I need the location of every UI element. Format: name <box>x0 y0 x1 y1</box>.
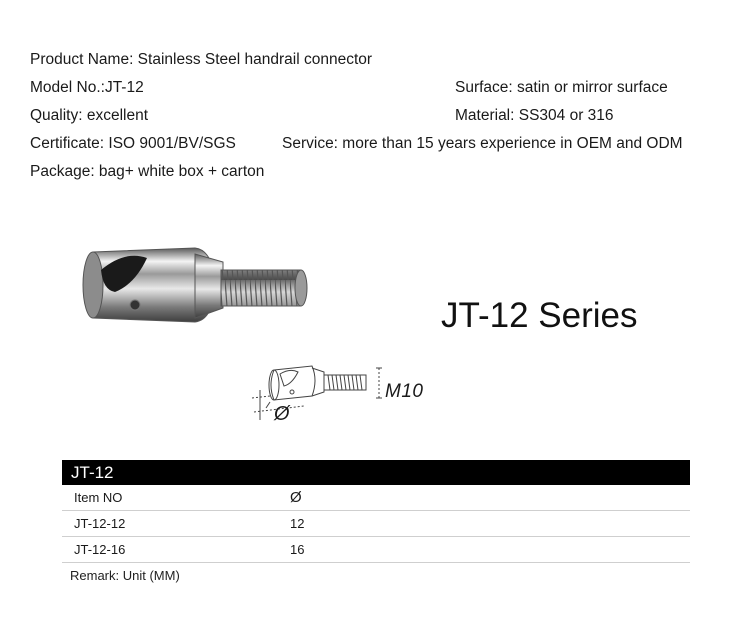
diameter-label: Ø <box>274 403 290 425</box>
thread-size-label: M10 <box>385 381 424 402</box>
table-row <box>62 537 690 563</box>
column-header-diameter: Ø <box>290 489 302 506</box>
package-text: Package: bag+ white box + carton <box>30 163 265 180</box>
diameter-cell: 16 <box>290 542 305 557</box>
item-no-cell: JT-12-16 <box>74 542 126 557</box>
surface-text: Surface: satin or mirror surface <box>455 79 668 96</box>
table-header-row <box>62 485 690 511</box>
item-no-cell: JT-12-12 <box>74 516 126 531</box>
diameter-cell: 12 <box>290 516 305 531</box>
quality-text: Quality: excellent <box>30 107 149 124</box>
product-name-text: Product Name: Stainless Steel handrail connector <box>30 51 373 68</box>
certificate-text: Certificate: ISO 9001/BV/SGS <box>30 135 236 152</box>
spec-table <box>62 460 690 563</box>
remark-text: Remark: Unit (MM) <box>70 568 180 583</box>
model-no-text: Model No.:JT-12 <box>30 79 144 96</box>
column-header-item-no: Item NO <box>74 490 123 505</box>
table-title: JT-12 <box>62 460 690 485</box>
service-text: Service: more than 15 years experience in OEM and ODM <box>282 135 683 152</box>
technical-drawing <box>244 350 384 435</box>
table-row <box>62 511 690 537</box>
series-title: JT-12 Series <box>441 296 638 335</box>
material-text: Material: SS304 or 316 <box>455 107 614 124</box>
connector-photo <box>75 240 325 340</box>
